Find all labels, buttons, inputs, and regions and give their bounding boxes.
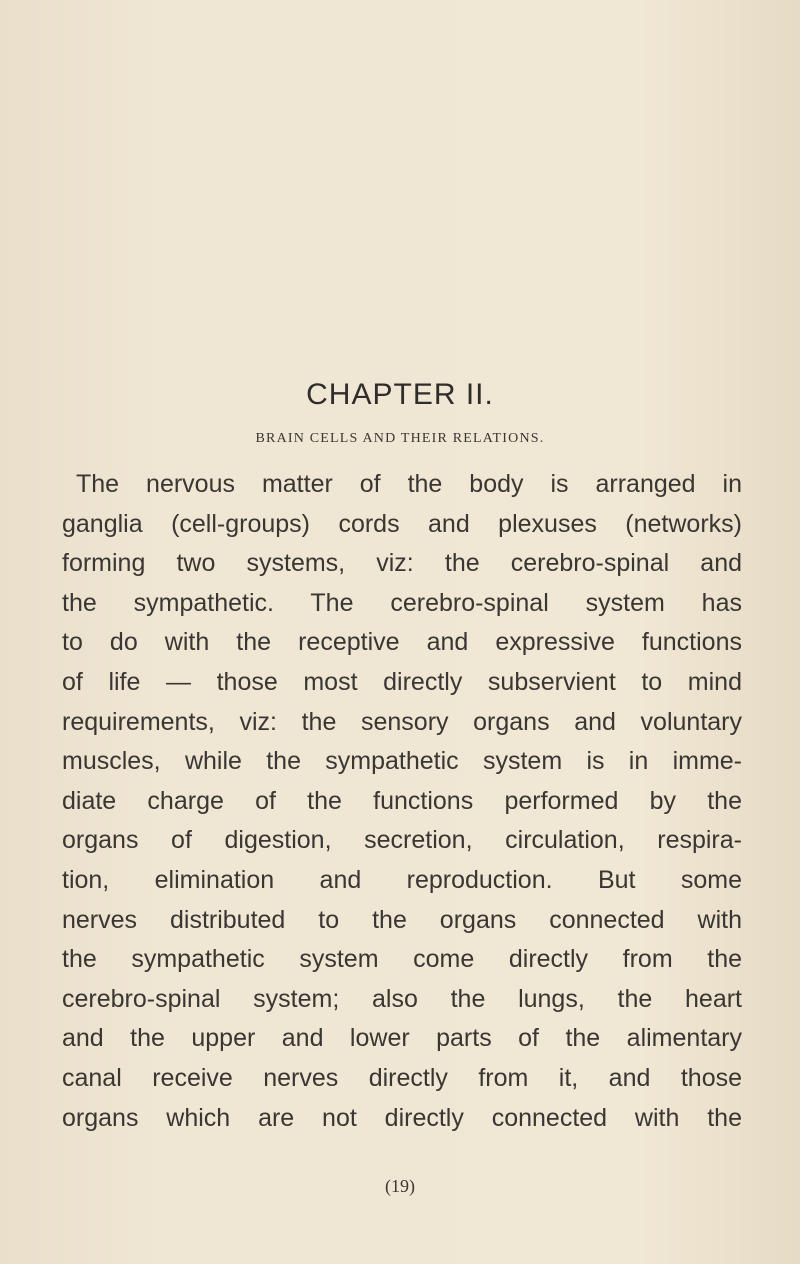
text-line: muscles, while the sympathetic system is in imme- [62,747,742,776]
text-line: of life — those most directly subservient to mind [62,667,742,696]
text-line: canal receive nerves directly from it, and those [62,1063,742,1092]
page-number: (19) [385,1176,415,1196]
text-line: organs of digestion, secretion, circulation, respira- [62,826,742,855]
text-line: organs which are not directly connected with the [62,1103,742,1132]
text-line: cerebro-spinal system; also the lungs, the heart [62,984,742,1013]
text-line: diate charge of the functions performed by the [62,786,742,815]
text-line: forming two systems, viz: the cerebro-spinal and [62,549,742,578]
text-line: The nervous matter of the body is arranged in [76,470,742,498]
text-line: to do with the receptive and expressive functions [62,628,742,657]
text-line: and the upper and lower parts of the alimentary [62,1024,742,1053]
text-line: tion, elimination and reproduction. But some [62,865,742,894]
body-text [62,465,742,1138]
text-line: ganglia (cell-groups) cords and plexuses (networks) [62,509,742,538]
text-line: nerves distributed to the organs connected with [62,905,742,934]
text-line: the sympathetic system come directly from the [62,945,742,974]
chapter-title: CHAPTER II. [306,378,494,411]
chapter-subtitle: BRAIN CELLS AND THEIR RELATIONS. [255,431,545,446]
text-line: requirements, viz: the sensory organs and voluntary [62,707,742,736]
text-line: the sympathetic. The cerebro-spinal system has [62,588,742,617]
